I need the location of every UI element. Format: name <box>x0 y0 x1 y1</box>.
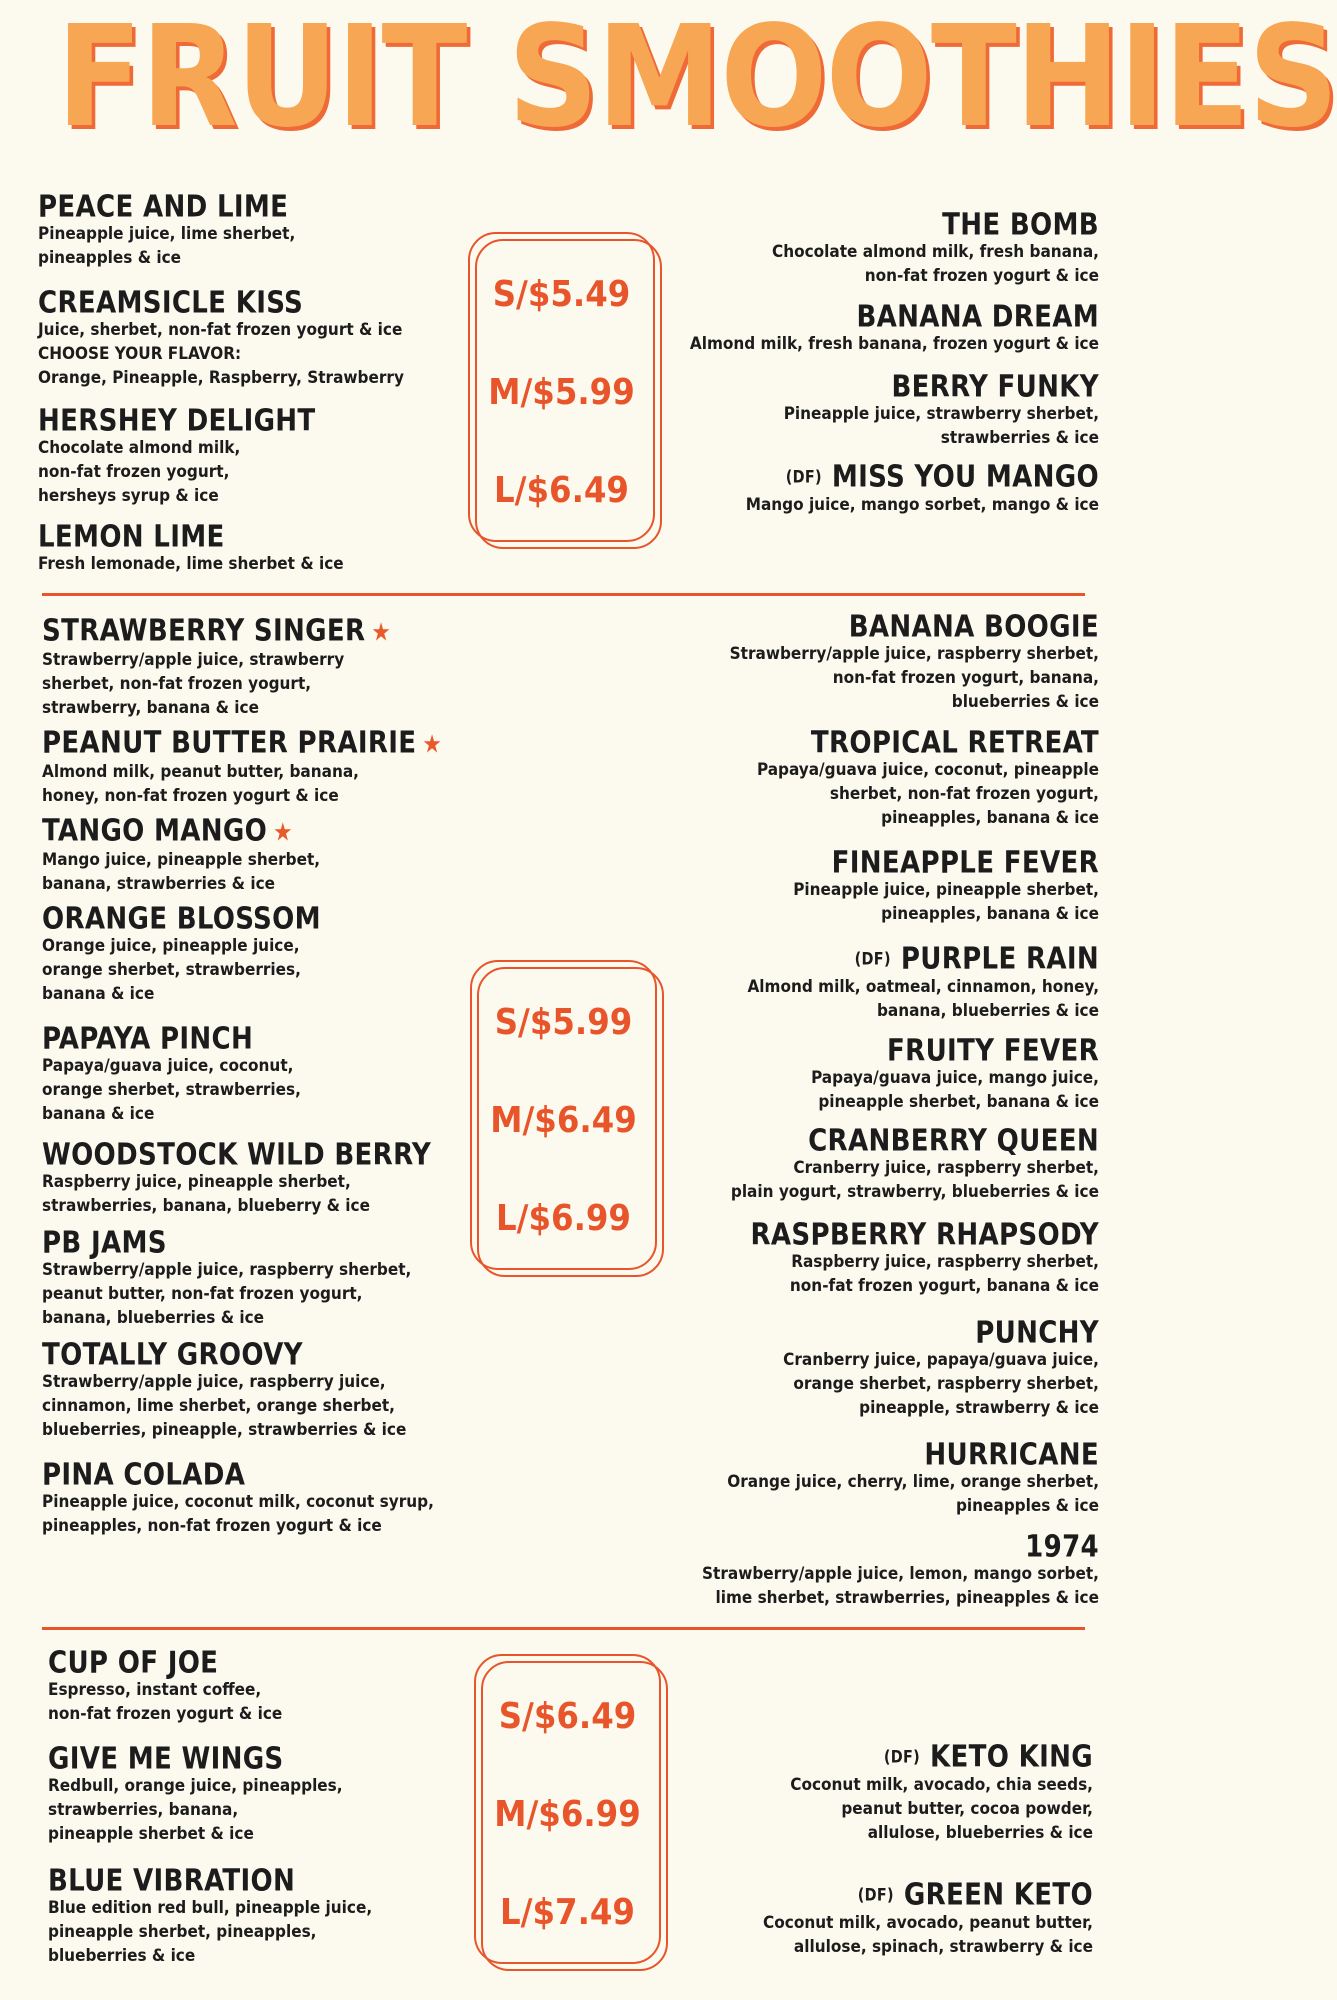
item-name: PEACE AND LIME <box>38 188 289 224</box>
item-name: 1974 <box>1025 1528 1099 1564</box>
item-name: BANANA BOOGIE <box>848 608 1099 644</box>
item-description: Pineapple juice, coconut milk, coconut syrup, pineapples, non-fat frozen yogurt & ice <box>42 1492 434 1536</box>
item-name-text: PURPLE RAIN <box>900 940 1099 976</box>
star-icon: ★ <box>371 617 392 647</box>
item-description: Papaya/guava juice, mango juice, pineapple sherbet, banana & ice <box>811 1068 1099 1112</box>
menu-item <box>38 404 316 508</box>
menu-item <box>690 300 1099 356</box>
item-description: Chocolate almond milk, fresh banana, non-fat frozen yogurt & ice <box>771 242 1099 286</box>
menu-item <box>757 726 1099 830</box>
item-name: ORANGE BLOSSOM <box>42 900 321 936</box>
menu-item <box>48 1742 343 1846</box>
item-name: TOTALLY GROOVY <box>42 1336 303 1372</box>
item-name: CRANBERRY QUEEN <box>808 1122 1099 1158</box>
menu-item <box>42 1022 301 1126</box>
item-name-text: KETO KING <box>930 1738 1093 1774</box>
item-description: Pineapple juice, lime sherbet, pineapples & ice <box>38 224 296 268</box>
item-description: Almond milk, peanut butter, banana, honey, non-fat frozen yogurt & ice <box>42 762 359 806</box>
item-description: Pineapple juice, strawberry sherbet, strawberries & ice <box>783 404 1099 448</box>
menu-item <box>793 846 1099 926</box>
item-description: Mango juice, pineapple sherbet, banana, strawberries & ice <box>42 850 321 894</box>
item-description: Orange juice, cherry, lime, orange sherbet, pineapples & ice <box>727 1472 1099 1516</box>
menu-item <box>783 1316 1099 1420</box>
item-description: Strawberry/apple juice, raspberry juice, cinnamon, lime sherbet, orange sherbet, blueberries, pineapple, strawberries & ice <box>42 1372 407 1440</box>
item-name: HURRICANE <box>924 1436 1099 1472</box>
item-name <box>42 813 320 849</box>
price-large: L/$6.49 <box>494 470 629 511</box>
menu-item <box>746 460 1099 517</box>
dairy-free-tag: (DF) <box>785 466 822 487</box>
item-name <box>42 725 442 761</box>
item-description: Strawberry/apple juice, lemon, mango sorbet, lime sherbet, strawberries, pineapples & ice <box>702 1564 1099 1608</box>
item-description: Juice, sherbet, non-fat frozen yogurt & ice CHOOSE YOUR FLAVOR: Orange, Pineapple, Raspberry, Strawberry <box>38 320 404 388</box>
item-name: PAPAYA PINCH <box>42 1020 254 1056</box>
item-description: Strawberry/apple juice, raspberry sherbet, non-fat frozen yogurt, banana, blueberries & ice <box>729 644 1099 712</box>
item-description: Mango juice, mango sorbet, mango & ice <box>745 495 1099 515</box>
price-small: S/$5.49 <box>492 274 631 315</box>
menu-item <box>48 1646 282 1726</box>
item-description: Cranberry juice, papaya/guava juice, orange sherbet, raspberry sherbet, pineapple, strawberry & ice <box>783 1350 1099 1418</box>
item-name: PUNCHY <box>975 1314 1099 1350</box>
section-divider <box>42 1627 1085 1630</box>
menu-title: FRUIT SMOOTHIES <box>56 0 1337 159</box>
item-description: Papaya/guava juice, coconut, pineapple sherbet, non-fat frozen yogurt, pineapples, banana & ice <box>756 760 1099 828</box>
item-name: THE BOMB <box>942 206 1099 242</box>
item-description: Strawberry/apple juice, raspberry sherbet, peanut butter, non-fat frozen yogurt, banana, blueberries & ice <box>42 1260 412 1328</box>
menu-item <box>747 942 1099 1023</box>
price-medium: M/$6.99 <box>494 1794 641 1835</box>
menu-item <box>42 1338 406 1442</box>
price-small: S/$5.99 <box>494 1002 633 1043</box>
item-description: Almond milk, fresh banana, frozen yogurt & ice <box>689 334 1099 354</box>
item-name: TROPICAL RETREAT <box>810 724 1099 760</box>
dairy-free-tag: (DF) <box>854 948 891 969</box>
item-name <box>746 459 1099 494</box>
item-name: HERSHEY DELIGHT <box>38 402 316 438</box>
menu-item <box>42 1458 434 1538</box>
item-name: CUP OF JOE <box>48 1644 219 1680</box>
item-name: RASPBERRY RHAPSODY <box>750 1216 1099 1252</box>
item-description: Coconut milk, avocado, peanut butter, allulose, spinach, strawberry & ice <box>763 1913 1093 1957</box>
item-description: Espresso, instant coffee, non-fat frozen yogurt & ice <box>48 1680 283 1724</box>
menu-item <box>702 1530 1099 1610</box>
item-name: BLUE VIBRATION <box>48 1862 296 1898</box>
item-description: Blue edition red bull, pineapple juice, pineapple sherbet, pineapples, blueberries & ice <box>48 1898 373 1966</box>
item-description: Fresh lemonade, lime sherbet & ice <box>38 554 344 574</box>
star-icon: ★ <box>273 817 293 847</box>
item-description: Papaya/guava juice, coconut, orange sherbet, strawberries, banana & ice <box>42 1056 301 1124</box>
menu-item <box>42 902 321 1006</box>
item-name: BANANA DREAM <box>856 298 1099 334</box>
menu-item <box>42 814 320 896</box>
item-description: Raspberry juice, pineapple sherbet, strawberries, banana, blueberry & ice <box>42 1172 370 1216</box>
item-name: FINEAPPLE FEVER <box>831 844 1099 880</box>
menu-item <box>38 286 404 390</box>
price-large: L/$6.99 <box>496 1198 631 1239</box>
menu-item <box>772 208 1099 288</box>
menu-item <box>48 1864 372 1968</box>
dairy-free-tag: (DF) <box>883 1746 921 1767</box>
item-description: Almond milk, oatmeal, cinnamon, honey, banana, blueberries & ice <box>747 977 1099 1021</box>
item-name-text: TANGO MANGO <box>42 812 268 848</box>
item-name <box>42 613 391 649</box>
item-name: LEMON LIME <box>38 518 225 554</box>
star-icon: ★ <box>422 729 443 759</box>
price-small: S/$6.49 <box>498 1696 637 1737</box>
item-description: Chocolate almond milk, non-fat frozen yogurt, hersheys syrup & ice <box>38 438 241 506</box>
item-name-text: GREEN KETO <box>903 1876 1093 1912</box>
item-description: Redbull, orange juice, pineapples, strawberries, banana, pineapple sherbet & ice <box>48 1776 343 1844</box>
price-large: L/$7.49 <box>500 1892 635 1933</box>
menu-item <box>750 1218 1099 1298</box>
item-name: PB JAMS <box>42 1224 167 1260</box>
item-name <box>747 941 1099 976</box>
price-box <box>470 960 657 1270</box>
menu-item <box>38 520 344 576</box>
item-name: CREAMSICLE KISS <box>38 284 304 320</box>
item-name: FRUITY FEVER <box>887 1032 1099 1068</box>
item-name-text: STRAWBERRY SINGER <box>42 612 366 648</box>
menu-item <box>730 610 1099 714</box>
menu-item <box>763 1878 1093 1959</box>
item-name-text: MISS YOU MANGO <box>831 458 1099 494</box>
item-name: GIVE ME WINGS <box>48 1740 284 1776</box>
section-divider <box>42 593 1085 596</box>
price-medium: M/$6.49 <box>490 1100 637 1141</box>
item-description: Cranberry juice, raspberry sherbet, plain yogurt, strawberry, blueberries & ice <box>730 1158 1099 1202</box>
menu-item <box>731 1124 1099 1204</box>
menu-item <box>790 1740 1093 1845</box>
dairy-free-tag: (DF) <box>857 1884 894 1905</box>
menu-item <box>727 1438 1099 1518</box>
item-description: Pineapple juice, pineapple sherbet, pineapples, banana & ice <box>793 880 1099 924</box>
item-name-text: PEANUT BUTTER PRAIRIE <box>42 724 417 760</box>
item-description: Raspberry juice, raspberry sherbet, non-fat frozen yogurt, banana & ice <box>789 1252 1099 1296</box>
menu-item <box>784 370 1099 450</box>
menu-item <box>42 1226 411 1330</box>
item-name: BERRY FUNKY <box>891 368 1099 404</box>
item-name <box>790 1739 1093 1774</box>
item-description: Orange juice, pineapple juice, orange sherbet, strawberries, banana & ice <box>42 936 301 1004</box>
item-description: Coconut milk, avocado, chia seeds, peanut butter, cocoa powder, allulose, blueberries & ice <box>790 1775 1093 1843</box>
menu-item <box>42 614 391 720</box>
item-name: WOODSTOCK WILD BERRY <box>42 1136 432 1172</box>
menu-item <box>42 726 442 808</box>
item-name: PINA COLADA <box>42 1456 246 1492</box>
price-medium: M/$5.99 <box>488 372 635 413</box>
price-box <box>474 1654 661 1964</box>
price-box <box>468 232 655 542</box>
menu-item <box>42 1138 431 1218</box>
menu-item <box>811 1034 1099 1114</box>
item-description: Strawberry/apple juice, strawberry sherbet, non-fat frozen yogurt, strawberry, banana & ice <box>42 650 345 718</box>
item-name <box>763 1877 1093 1912</box>
menu-item <box>38 190 295 270</box>
